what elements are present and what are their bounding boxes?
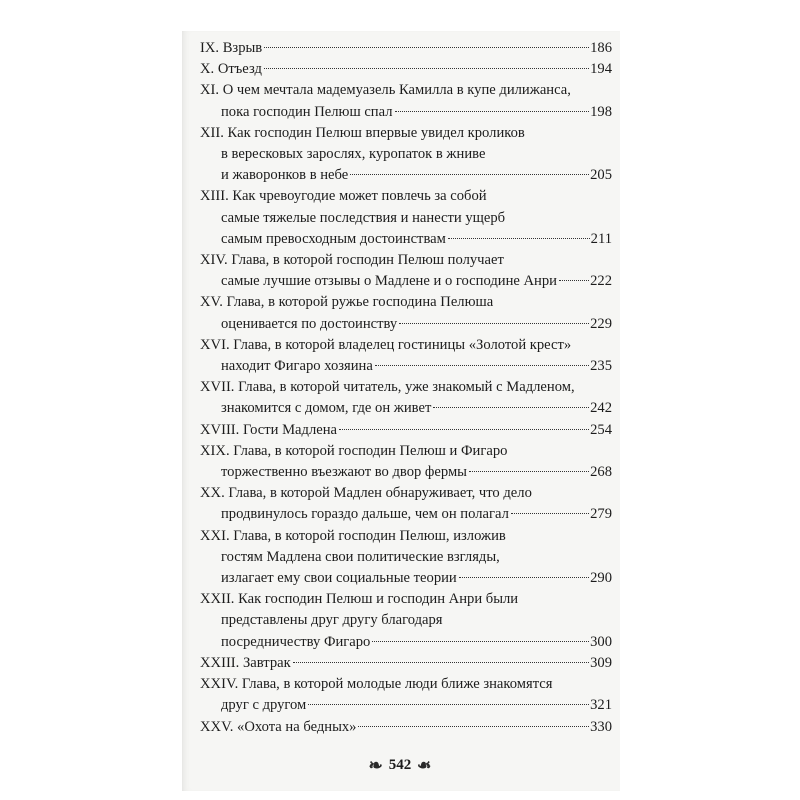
toc-entry-line [200,504,612,525]
toc-entry-line [200,610,612,631]
chapter-title-continuation: друг с другом [221,697,307,714]
chapter-title: XIV. Глава, в которой господин Пелюш получает [200,252,504,269]
toc-entry [200,186,612,250]
toc-entry-line [200,420,612,441]
toc-entry [200,717,612,738]
chapter-title: XX. Глава, в которой Мадлен обнаруживает, что дело [200,485,532,502]
fleuron-right-icon: ❧ [417,756,432,775]
chapter-title-continuation: излагает ему свои социальные теории [221,570,457,587]
dot-leader [308,704,589,705]
toc-entry [200,483,612,525]
toc-entry-line [200,229,612,250]
toc-entry-line [200,59,612,80]
toc-entry [200,420,612,441]
dot-leader [559,280,589,281]
dot-leader [448,238,590,239]
page-ref: 300 [590,633,612,650]
toc-entry-line [200,526,612,547]
chapter-title-continuation: торжественно въезжают во двор фермы [221,464,467,481]
toc-entry [200,589,612,653]
fleuron-left-icon: ❧ [368,756,383,775]
page-ref: 309 [590,654,612,671]
chapter-title-continuation: посредничеству Фигаро [221,633,371,650]
toc-entry-line [200,398,612,419]
toc-entry [200,292,612,334]
chapter-title: X. Отъезд [200,61,262,78]
toc-entry-line [200,653,612,674]
chapter-title: XVII. Глава, в которой читатель, уже знакомый с Мадленом, [200,379,575,396]
chapter-title: IX. Взрыв [200,40,263,56]
page-ref: 186 [590,40,612,56]
dot-leader [264,47,589,48]
chapter-title: XIX. Глава, в которой господин Пелюш и Фигаро [200,442,508,459]
chapter-title: XIII. Как чревоугодие может повлечь за собой [200,188,487,205]
toc-entry-line [200,674,612,695]
chapter-title: XVIII. Гости Мадлена [200,421,338,438]
chapter-title: XXIV. Глава, в которой молодые люди ближе знакомятся [200,676,553,693]
dot-leader [511,513,589,514]
chapter-title-continuation: пока господин Пелюш спал [221,103,393,120]
toc-entry [200,38,612,59]
page-ref: 229 [590,315,612,332]
page-ref: 211 [590,230,612,247]
page-ref: 290 [590,570,612,587]
dot-leader [375,365,589,366]
page-ref: 321 [590,697,612,714]
toc-entry-line [200,462,612,483]
toc-entry [200,674,612,716]
toc-entry-line [200,250,612,271]
chapter-title: XXV. «Охота на бедных» [200,718,357,735]
toc-entry [200,377,612,419]
dot-leader [350,174,589,175]
toc-entry-line [200,314,612,335]
toc-entry-line [200,292,612,313]
toc-entry-line [200,144,612,165]
dot-leader [358,726,589,727]
chapter-title-continuation: самые тяжелые последствия и нанести ущерб [221,209,506,226]
toc-entry-line [200,717,612,738]
table-of-contents [200,38,612,738]
toc-entry-line [200,165,612,186]
toc-entry-line [200,186,612,207]
dot-leader [264,68,589,69]
toc-entry-line [200,547,612,568]
chapter-title: XVI. Глава, в которой владелец гостиницы «Золотой крест» [200,336,572,353]
chapter-title: XV. Глава, в которой ружье господина Пелюша [200,294,494,311]
toc-entry-line [200,568,612,589]
toc-entry-line [200,377,612,398]
toc-entry-line [200,441,612,462]
toc-entry [200,59,612,80]
toc-entry [200,250,612,292]
toc-entry-line [200,123,612,144]
toc-entry [200,653,612,674]
chapter-title-continuation: находит Фигаро хозяина [221,358,373,375]
page-ref: 279 [590,506,612,523]
chapter-title: XII. Как господин Пелюш впервые увидел кроликов [200,124,525,141]
dot-leader [293,662,589,663]
chapter-title-continuation: продвинулось гораздо дальше, чем он полагал [221,506,509,523]
toc-entry-line [200,271,612,292]
chapter-title-continuation: знакомится с домом, где он живет [221,400,432,417]
chapter-title-continuation: самые лучшие отзывы о Мадлене и о господине Анри [221,273,557,290]
chapter-title-continuation: представлены друг другу благодаря [221,612,443,629]
toc-entry-line [200,356,612,377]
dot-leader [469,471,589,472]
chapter-title-continuation: в вересковых зарослях, куропаток в жниве [221,146,486,163]
toc-entry-line [200,483,612,504]
toc-entry-line [200,695,612,716]
chapter-title-continuation: оценивается по достоинству [221,315,398,332]
dot-leader [399,323,589,324]
page-ref: 242 [590,400,612,417]
toc-entry-line [200,102,612,123]
page-number: 542 [388,757,412,773]
chapter-title-continuation: гостям Мадлена свои политические взгляды, [221,548,500,565]
toc-entry-line [200,589,612,610]
dot-leader [395,111,590,112]
toc-entry [200,526,612,590]
page-footer [0,757,800,774]
page-ref: 205 [590,167,612,184]
chapter-title: XXII. Как господин Пелюш и господин Анри были [200,591,519,608]
toc-entry-line [200,208,612,229]
page-ref: 198 [590,103,612,120]
page-ref: 330 [590,718,612,735]
chapter-title: XXI. Глава, в которой господин Пелюш, изложив [200,527,506,544]
dot-leader [339,429,589,430]
chapter-title-continuation: и жаворонков в небе [221,167,349,184]
page-ref: 235 [590,358,612,375]
chapter-title-continuation: самым превосходным достоинствам [221,230,446,247]
toc-entry-line [200,632,612,653]
page-ref: 222 [590,273,612,290]
page-ref: 268 [590,464,612,481]
toc-entry-line [200,80,612,101]
toc-entry-line [200,335,612,356]
toc-entry [200,335,612,377]
page-ref: 254 [590,421,612,438]
toc-entry-line [200,38,612,59]
chapter-title: XXIII. Завтрак [200,654,291,671]
toc-entry [200,123,612,187]
toc-entry [200,441,612,483]
chapter-title: XI. О чем мечтала мадемуазель Камилла в купе дилижанса, [200,82,571,99]
dot-leader [372,641,589,642]
dot-leader [433,407,589,408]
page-ref: 194 [590,61,612,78]
dot-leader [459,577,589,578]
toc-entry [200,80,612,122]
